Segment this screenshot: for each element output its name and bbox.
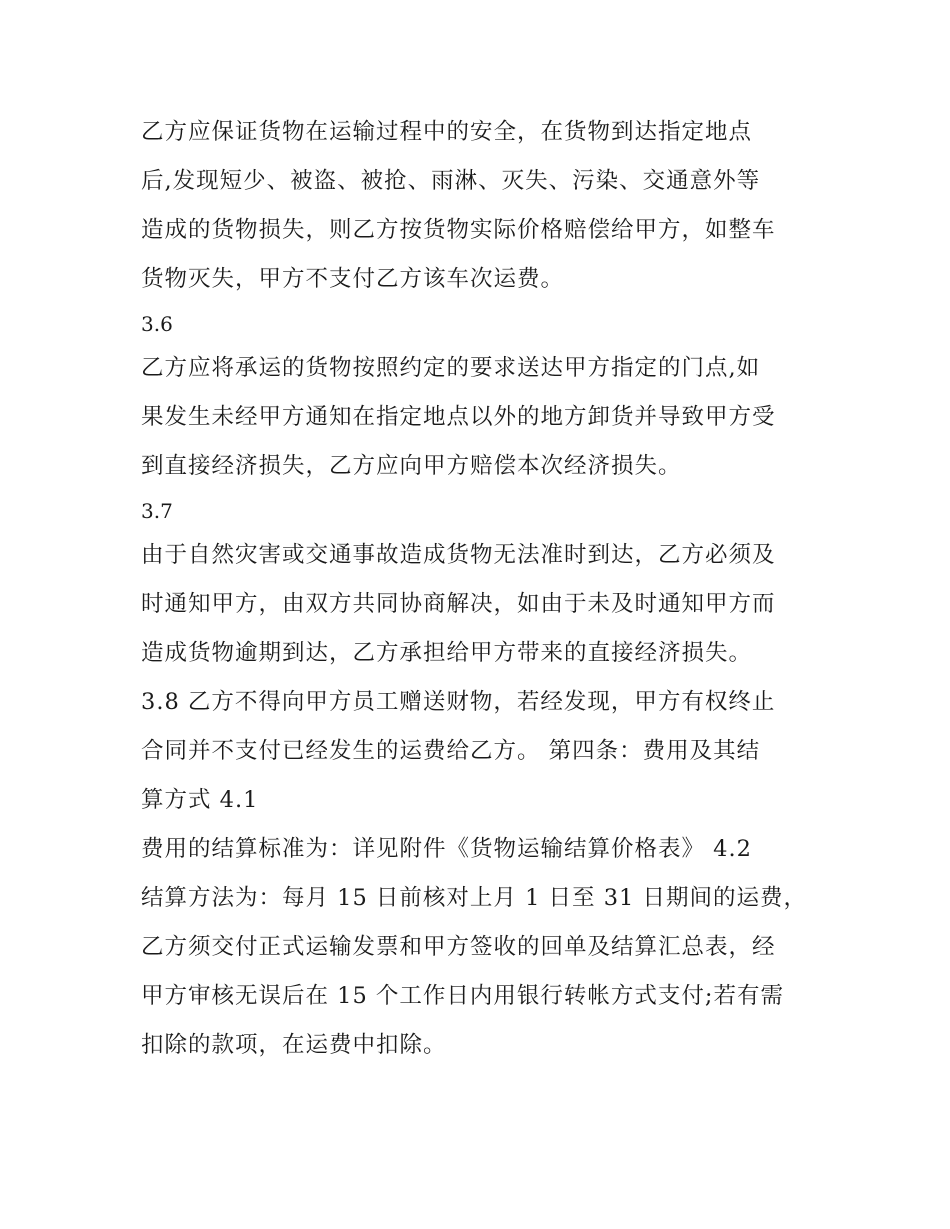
- text-line: 3.8 乙方不得向甲方员工赠送财物，若经发现，甲方有权终止: [141, 689, 776, 715]
- text-line: 由于自然灾害或交通事故造成货物无法准时到达，乙方必须及: [141, 542, 776, 568]
- text-line: 造成的货物损失，则乙方按货物实际价格赔偿给甲方，如整车: [141, 217, 776, 243]
- text-line: 结算方法为：每月 15 日前核对上月 1 日至 31 日期间的运费，: [141, 885, 807, 911]
- text-line: 费用的结算标准为：详见附件《货物运输结算价格表》 4.2: [141, 836, 752, 862]
- text-line: 货物灭失，甲方不支付乙方该车次运费。: [141, 266, 565, 292]
- text-line: 乙方应将承运的货物按照约定的要求送达甲方指定的门点,如: [141, 355, 761, 381]
- text-line: 乙方应保证货物在运输过程中的安全，在货物到达指定地点: [141, 119, 753, 145]
- text-line: 到直接经济损失，乙方应向甲方赔偿本次经济损失。: [141, 453, 682, 479]
- text-line: 算方式 4.1: [141, 787, 259, 813]
- text-line: 造成货物逾期到达，乙方承担给甲方带来的直接经济损失。: [141, 640, 753, 666]
- text-line: 乙方须交付正式运输发票和甲方签收的回单及结算汇总表，经: [141, 934, 776, 960]
- text-line: 时通知甲方，由双方共同协商解决，如由于未及时通知甲方而: [141, 591, 776, 617]
- text-line: 后,发现短少、被盗、被抢、雨淋、灭失、污染、交通意外等: [141, 168, 761, 194]
- text-line: 果发生未经甲方通知在指定地点以外的地方卸货并导致甲方受: [141, 404, 776, 430]
- text-line: 扣除的款项，在运费中扣除。: [141, 1032, 447, 1058]
- section-number: 3.7: [141, 499, 173, 523]
- text-line: 合同并不支付已经发生的运费给乙方。 第四条：费用及其结: [141, 738, 761, 764]
- document-body: [141, 108, 841, 1070]
- section-number: 3.6: [141, 312, 173, 336]
- text-line: 甲方审核无误后在 15 个工作日内用银行转帐方式支付;若有需: [141, 983, 785, 1009]
